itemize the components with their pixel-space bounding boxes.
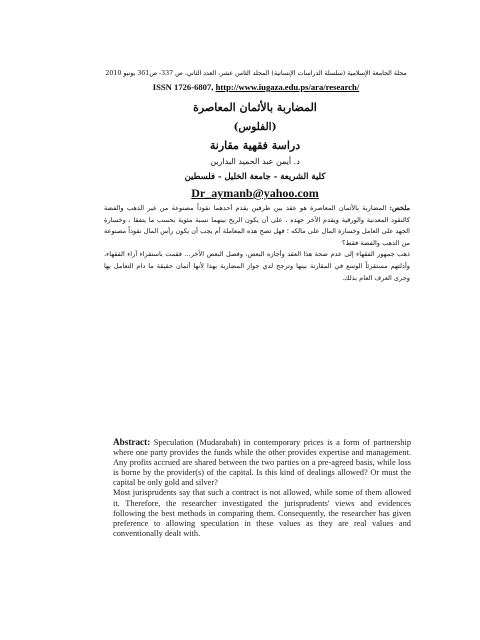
- english-abstract: [113, 437, 411, 539]
- arabic-abstract-paragraph: ذهب جمهور الفقهاء إلى عدم صحة هذا العقد وأجازه البعض، وفصل البعض الآخر... فقمت باستقراء آراء الفقهاء، وأدلتهم مستقرئاً الوسع في المقارنة بينها وترجح لدي جواز المضاربة بهذا لأنها أثمان حقيقة ما دام التعامل بها وجرى العرف العام بذلك.: [104, 250, 410, 282]
- arabic-abstract: [104, 203, 410, 284]
- english-abstract-text: Speculation (Mudarabah) in contemporary prices is a form of partnership where one party provides the funds while the other provides expertise and management. Any profits accrued are shared between the two parties on a pre-agreed basis, while loss is borne by the provider(s) of the capital. Is this kind of dealings allowed? Or must the capital be only gold and silver?: [113, 438, 412, 488]
- english-abstract-paragraph: Most jurisprudents say that such a contract is not allowed, while some of them allowed it. Therefore, the researcher investigated the jurisprudents' views and evidences following the best methods in comparing them. Consequently, the researcher has given preference to allowing speculation in these values as they are real values and conventionally dealt with.: [113, 488, 411, 538]
- author-affiliation: كلية الشريعة - جامعة الخليل - فلسطين: [184, 172, 326, 182]
- arabic-abstract-label: ملخص:: [389, 204, 410, 212]
- paper-title-subtitle: (الفلوس): [233, 121, 277, 133]
- author-name: د. أيمن عبد الحميد البدارين: [210, 157, 300, 166]
- english-abstract-label: Abstract:: [113, 437, 151, 447]
- english-abstract-paragraph: [113, 437, 411, 488]
- issn-line: [96, 82, 416, 92]
- paper-title-study-type: دراسة فقهية مقارنة: [209, 139, 301, 152]
- journal-url-link[interactable]: http://www.iugaza.edu.ps/ara/research/: [215, 82, 360, 92]
- journal-citation-line: مجلة الجامعة الإسلامية (سلسلة الدراسات الإنسانية) المجلد الثامن عشر، العدد الثاني، ص 337- ص361 يونيو 2010: [105, 70, 407, 77]
- arabic-abstract-text: المضاربة بالأثمان المعاصرة هو عقد بين طرفين يقدم أحدهما نقوداً مصنوعة من غير الذهب والفضة كالنقود المعدنية والورقية ويقدم الآخر جهده ، على أن يكون الربح بينهما نسبة مئوية بحسب ما يتفقا ، وخسارة الجهد على العامل وخسارة المال على مالكه ؛ فهل تصح هذه المعاملة أم يجب أن يكون رأس المال نقوداً مصنوعة من الذهب والفضة فقط؟: [104, 204, 410, 247]
- issn-number: ISSN 1726-6807,: [152, 82, 214, 92]
- arabic-abstract-paragraph: [104, 203, 410, 249]
- paper-title: المضاربة بالأثمان المعاصرة: [193, 101, 317, 114]
- author-email[interactable]: Dr_aymanb@yahoo.com: [191, 186, 319, 200]
